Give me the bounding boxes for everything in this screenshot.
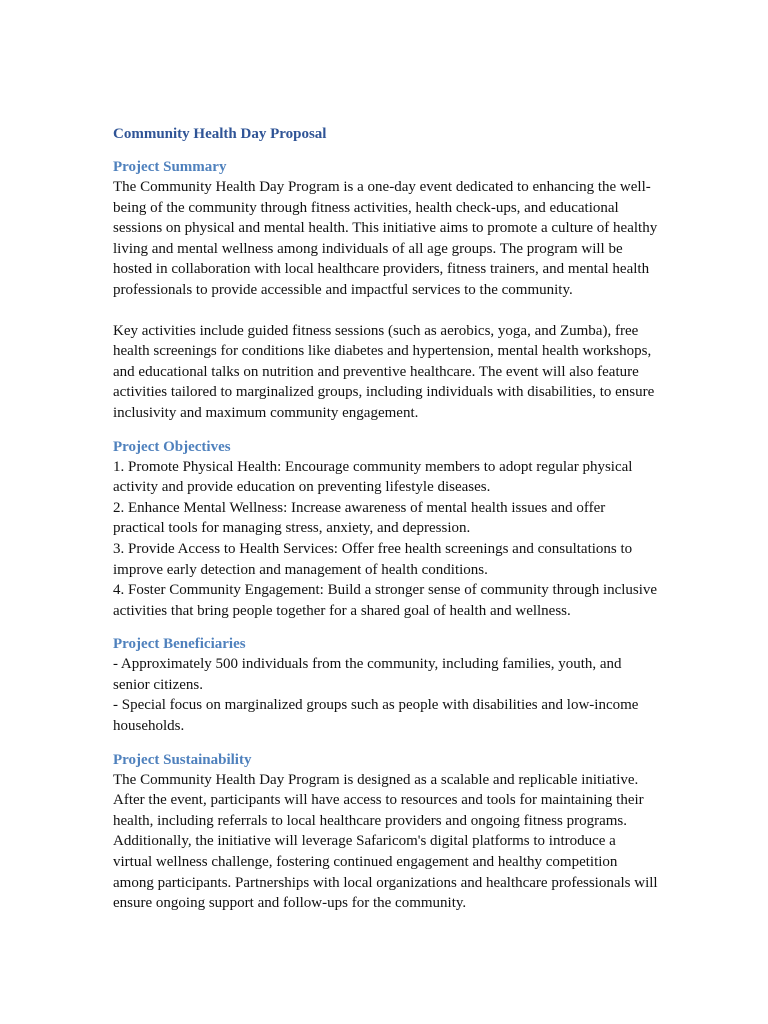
objective-item-3: 3. Provide Access to Health Services: Offer free health screenings and consultations to improve early detection and management of health conditions. — [113, 540, 633, 578]
document-title: Community Health Day Proposal — [113, 126, 327, 142]
sustainability-paragraph: The Community Health Day Program is designed as a scalable and replicable initiative. After the event, participants will have access to resources and tools for maintaining their health, including referrals to local healthcare providers and ongoing fitness programs. Additionally, the initiative will leverage Safaricom's digital platforms to introduce a virtual wellness challenge, fostering continued engagement and healthy competition among participants. Partnerships with local organizations and healthcare professionals will ensure ongoing support and follow-ups for the community. — [113, 771, 658, 912]
section-objectives — [113, 437, 658, 622]
summary-paragraph-2: Key activities include guided fitness sessions (such as aerobics, yoga, and Zumba), free health screenings for conditions like diabetes and hypertension, mental health workshops, and educational talks on nutrition and preventive healthcare. The event will also feature activities tailored to marginalized groups, including individuals with disabilities, to ensure inclusivity and maximum community engagement. — [113, 322, 655, 421]
beneficiary-item-1: - Approximately 500 individuals from the community, including families, youth, and senior citizens. — [113, 656, 622, 693]
paragraph-spacer — [113, 301, 658, 321]
objective-item-2: 2. Enhance Mental Wellness: Increase awareness of mental health issues and offer practical tools for managing stress, anxiety, and depression. — [113, 499, 606, 537]
section-sustainability — [113, 750, 658, 914]
document-page — [113, 124, 658, 927]
section-heading-beneficiaries: Project Beneficiaries — [113, 636, 246, 653]
section-heading-summary: Project Summary — [113, 159, 227, 175]
beneficiary-item-2: - Special focus on marginalized groups such as people with disabilities and low-income households. — [113, 697, 639, 735]
section-summary — [113, 157, 658, 424]
section-beneficiaries — [113, 634, 658, 736]
objective-item-4: 4. Foster Community Engagement: Build a stronger sense of community through inclusive activities that bring people together for a shared goal of health and wellness. — [113, 582, 658, 619]
objective-item-1: 1. Promote Physical Health: Encourage community members to adopt regular physical activity and provide education on preventing lifestyle diseases. — [113, 458, 633, 496]
section-heading-sustainability: Project Sustainability — [113, 751, 252, 768]
summary-paragraph-1: The Community Health Day Program is a one-day event dedicated to enhancing the well-being of the community through fitness activities, health check-ups, and educational sessions on physical and mental health. This initiative aims to promote a culture of healthy living and mental wellness among individuals of all age groups. The program will be hosted in collaboration with local healthcare providers, fitness trainers, and mental health professionals to provide accessible and impactful services to the community. — [113, 179, 658, 298]
section-heading-objectives: Project Objectives — [113, 438, 231, 455]
